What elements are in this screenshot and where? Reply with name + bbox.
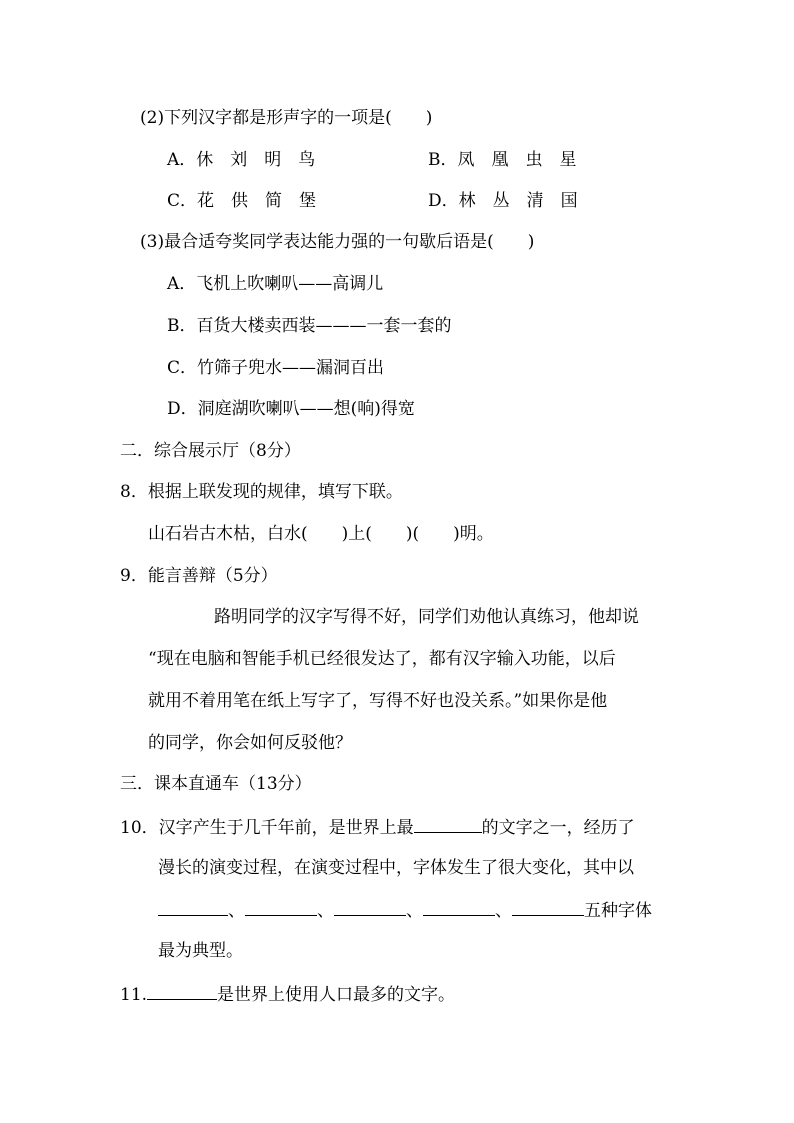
q2-option-b: B．凤 凰 虫 星 xyxy=(428,150,577,170)
q2-option-a: A．休 刘 明 鸟 xyxy=(167,150,316,170)
q11-line xyxy=(120,981,455,1005)
q10-line-3 xyxy=(158,897,652,921)
q10-sep-4: 、 xyxy=(495,901,512,921)
q8-couplet: 山石岩古木枯，白水( )上( )( )明。 xyxy=(148,524,494,544)
q9-line-3: 就用不着用笔在纸上写字了，写得不好也没关系。”如果你是他 xyxy=(148,691,608,711)
section3-title: 三．课本直通车（13分） xyxy=(120,774,312,794)
q9-line-4: 的同学，你会如何反驳他？ xyxy=(148,733,352,753)
q3-option-c: C．竹筛子兜水——漏洞百出 xyxy=(167,358,385,378)
q10-blank-oldest[interactable] xyxy=(414,814,482,833)
q3-option-d: D．洞庭湖吹喇叭——想(响)得宽 xyxy=(167,399,415,419)
q11-after: 是世界上使用人口最多的文字。 xyxy=(217,985,456,1005)
q10-sep-2: 、 xyxy=(317,901,334,921)
q10-line-1-after: 的文字之一，经历了 xyxy=(481,818,635,838)
q3-option-b: B．百货大楼卖西装———一套一套的 xyxy=(167,316,452,336)
q10-blank-script-5[interactable] xyxy=(512,897,584,916)
q10-sep-3: 、 xyxy=(406,901,423,921)
q10-sep-1: 、 xyxy=(228,901,245,921)
q11-blank[interactable] xyxy=(147,981,217,1000)
q3-stem: (3)最合适夸奖同学表达能力强的一句歇后语是( ) xyxy=(140,232,535,252)
q11-prefix: 11. xyxy=(120,985,148,1005)
q10-line-3-after: 五种字体 xyxy=(584,901,652,921)
q9-line-2: “现在电脑和智能手机已经很发达了，都有汉字输入功能，以后 xyxy=(148,649,616,669)
q9-line-1: 路明同学的汉字写得不好，同学们劝他认真练习，他却说 xyxy=(214,607,639,627)
q2-option-c: C．花 供 简 堡 xyxy=(167,191,317,211)
section2-title: 二．综合展示厅（8分） xyxy=(120,441,301,461)
q10-line-4: 最为典型。 xyxy=(158,941,243,961)
q3-option-a: A．飞机上吹喇叭——高调儿 xyxy=(167,274,384,294)
q2-stem: (2)下列汉字都是形声字的一项是( ) xyxy=(140,108,433,128)
q9-title: 9．能言善辩（5分） xyxy=(120,566,278,586)
q10-blank-script-2[interactable] xyxy=(245,897,317,916)
q8-title: 8．根据上联发现的规律，填写下联。 xyxy=(120,482,403,502)
q10-blank-script-4[interactable] xyxy=(423,897,495,916)
q10-line-2: 漫长的演变过程，在演变过程中，字体发生了很大变化，其中以 xyxy=(158,858,634,878)
q10-blank-script-3[interactable] xyxy=(334,897,406,916)
q10-blank-script-1[interactable] xyxy=(158,897,228,916)
q2-option-d: D．林 丛 清 国 xyxy=(428,191,578,211)
q10-line-1 xyxy=(120,814,635,838)
q10-line-1-before: 10．汉字产生于几千年前，是世界上最 xyxy=(120,818,414,838)
